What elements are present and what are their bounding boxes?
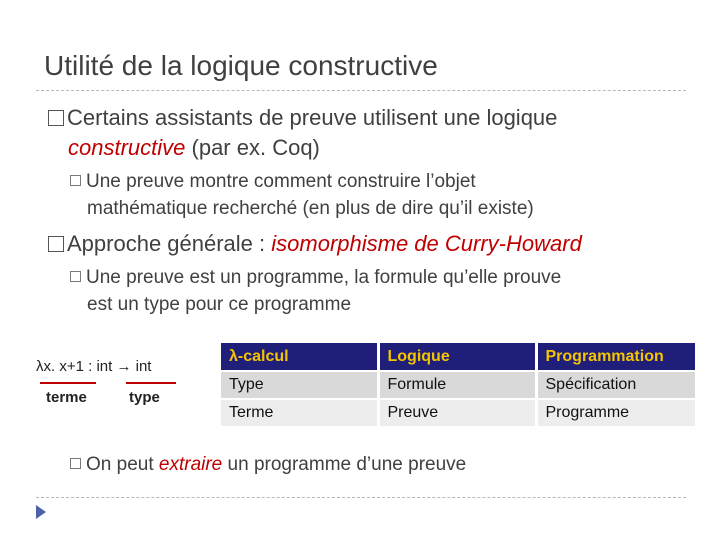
sub-bullet-3-suffix: un programme d’une preuve: [222, 454, 467, 475]
table-row: [221, 371, 696, 399]
curry-howard-table: [221, 343, 698, 428]
sub-bullet-3-prefix: On peut: [86, 454, 159, 475]
sub-bullet-2: [70, 265, 561, 290]
table-cell: Type: [221, 371, 378, 399]
table-header-cell: Programmation: [536, 343, 696, 371]
lambda-formula: λx. x+1 : int → int: [36, 358, 152, 375]
checkbox-bullet-icon: [70, 271, 81, 282]
table-cell: Terme: [221, 399, 378, 427]
sub-bullet-2-line1: Une preuve est un programme, la formule qu’elle prouve: [86, 267, 562, 288]
type-underline: [126, 382, 176, 384]
table-cell: Programme: [536, 399, 696, 427]
sub-bullet-1-line1: Une preuve montre comment construire l’objet: [86, 171, 476, 192]
checkbox-bullet-icon: [48, 236, 64, 252]
sub-bullet-1-line2: mathématique recherché (en plus de dire qu’il existe): [87, 198, 534, 219]
table-cell: Spécification: [536, 371, 696, 399]
table-header-cell: Logique: [378, 343, 536, 371]
bullet-1-emphasis: constructive: [68, 135, 186, 160]
bullet-2-text: Approche générale :: [67, 231, 272, 256]
nav-arrow-icon[interactable]: [36, 505, 46, 519]
checkbox-bullet-icon: [48, 110, 64, 126]
bullet-2-emphasis: isomorphisme de Curry-Howard: [271, 231, 582, 256]
table-cell: Formule: [378, 371, 536, 399]
checkbox-bullet-icon: [70, 175, 81, 186]
checkbox-bullet-icon: [70, 458, 81, 469]
table-row: [221, 399, 696, 427]
term-underline: [40, 382, 96, 384]
type-label: type: [129, 389, 160, 406]
bullet-2: [48, 229, 582, 259]
table-cell: Preuve: [378, 399, 536, 427]
term-label: terme: [46, 389, 87, 406]
bullet-1-suffix: (par ex. Coq): [185, 135, 320, 160]
table-header-row: [221, 343, 696, 371]
footer-divider: [36, 497, 686, 498]
table-header-cell: λ-calcul: [221, 343, 378, 371]
sub-bullet-1: [70, 169, 476, 194]
title-divider: [36, 90, 686, 91]
sub-bullet-3: [70, 452, 466, 477]
bullet-1-continuation: [68, 133, 320, 163]
bullet-1: [48, 103, 557, 133]
sub-bullet-2-line2: est un type pour ce programme: [87, 294, 352, 315]
bullet-1-text: Certains assistants de preuve utilisent une logique: [67, 105, 558, 130]
sub-bullet-3-emphasis: extraire: [158, 454, 223, 475]
slide-title: Utilité de la logique constructive: [44, 50, 438, 81]
